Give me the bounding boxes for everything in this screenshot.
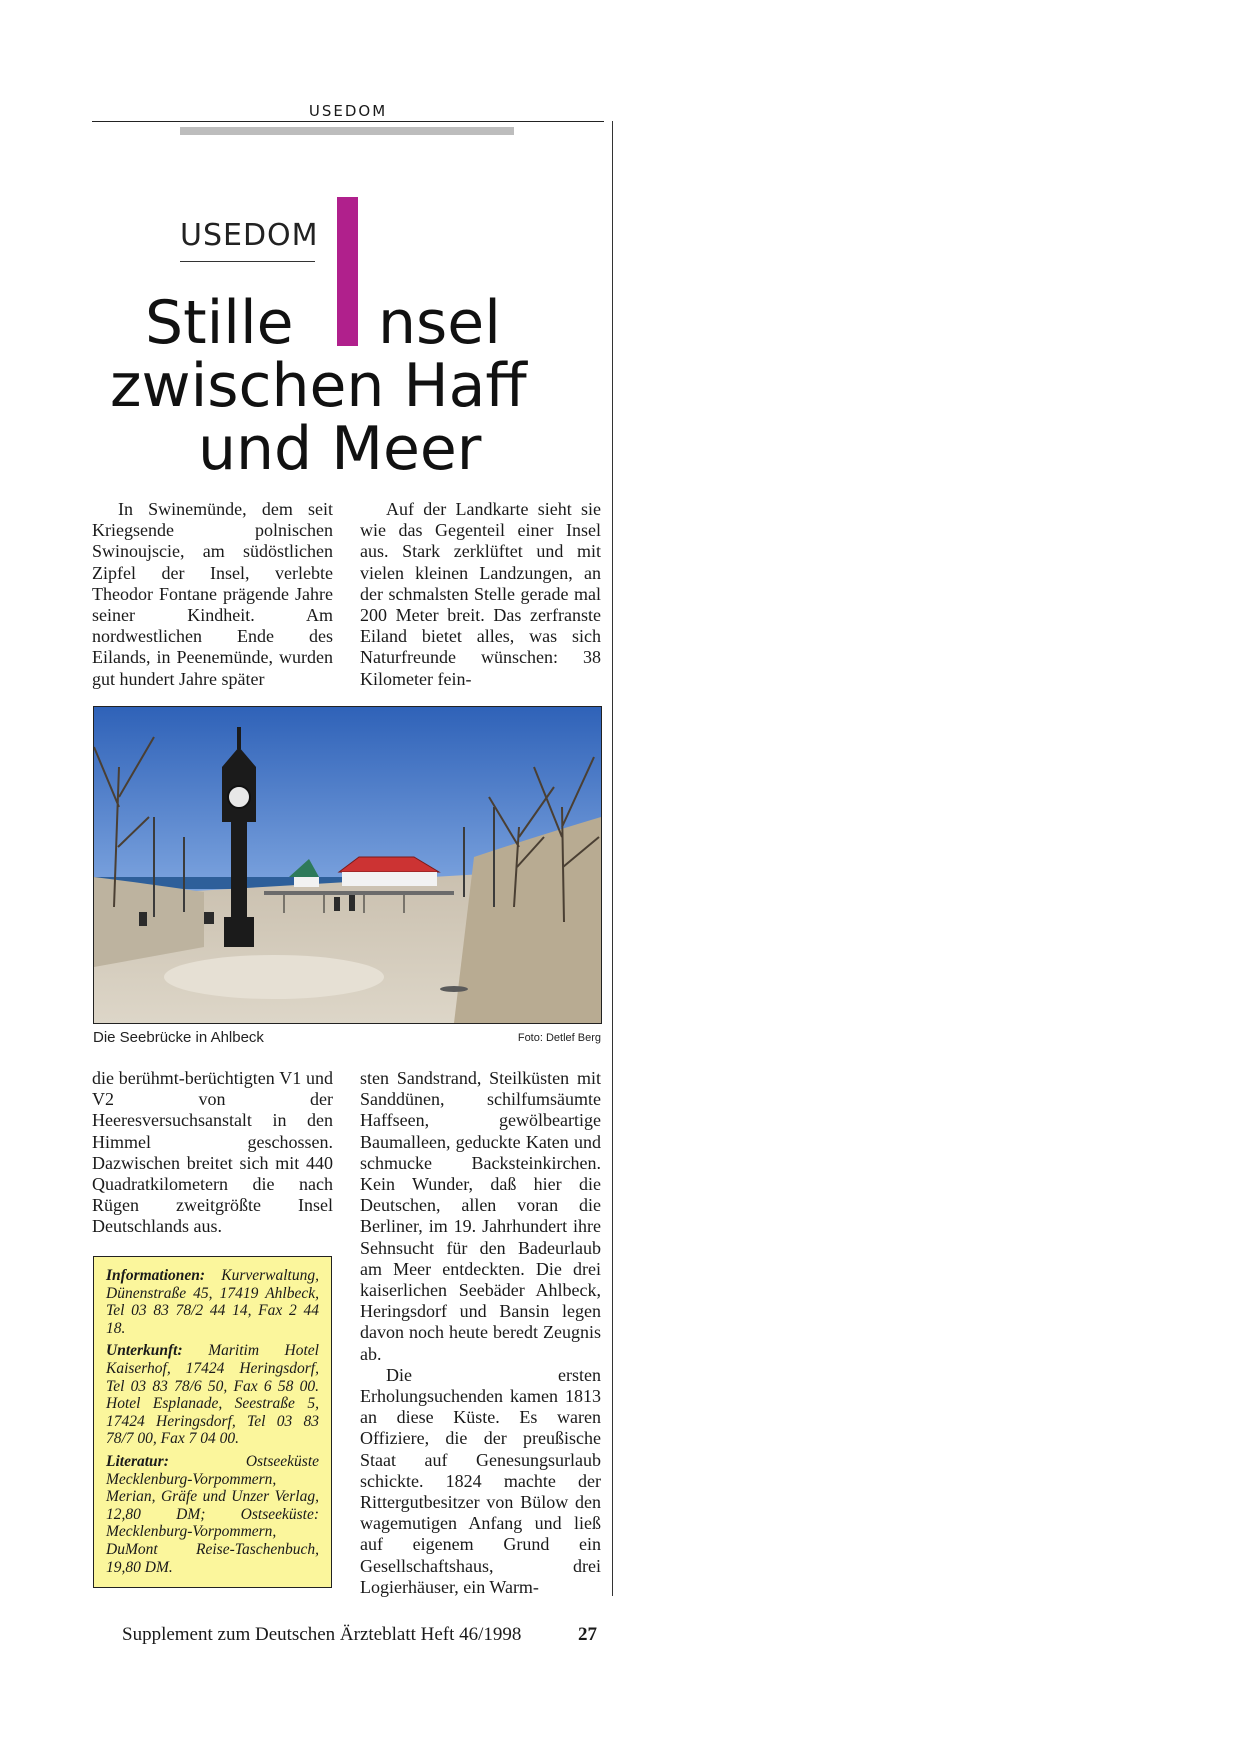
info-label: Informationen: — [106, 1267, 206, 1284]
info-text: Kurverwaltung, Dünenstraße 45, 17419 Ahlbeck, Tel 03 83 78/2 44 14, Fax 2 44 18. — [106, 1267, 319, 1337]
page-number: 27 — [578, 1624, 597, 1645]
body-column-4 — [360, 1068, 601, 1598]
header-gray-bar — [180, 127, 514, 135]
headline-line1-start: Stille — [145, 288, 294, 358]
photo-caption: Die Seebrücke in Ahlbeck — [93, 1029, 264, 1046]
header-rule — [92, 121, 604, 122]
body-column-3 — [92, 1068, 333, 1238]
body-paragraph: sten Sandstrand, Steilküsten mit Sanddünen, schilfumsäumte Haffseen, gewölbeartige Baumalleen, geduckte Katen und schmucke Backsteinkirchen. Kein Wunder, daß hier die Deutschen, allen voran die Berliner, im 19. Jahrhundert ihre Sehnsucht für den Badeurlaub am Meer entdeckten. Die drei kaiserlichen Seebäder Ahlbeck, Heringsdorf und Bansin legen davon noch heute beredt Zeugnis ab. — [360, 1068, 601, 1364]
info-label: Unterkunft: — [106, 1342, 183, 1360]
seebruecke-photo — [93, 706, 602, 1024]
column-divider-rule — [612, 121, 613, 1596]
info-text: Ostseeküste Mecklenburg-Vorpommern, Merian, Gräfe und Unzer Verlag, 12,80 DM; Ostseeküste: Mecklenburg-Vorpommern, DuMont Reise-Taschenbuch, 19,80 DM. — [106, 1452, 319, 1576]
headline-line1-end: nsel — [378, 288, 501, 358]
body-paragraph: In Swinemünde, dem seit Kriegsende polnischen Swinoujscie, am südöstlichen Zipfel der Insel, verlebte Theodor Fontane prägende Jahre seiner Kindheit. Am nordwestlichen Ende des Eilands, in Peenemünde, wurden gut hundert Jahre später — [92, 499, 333, 689]
body-column-2 — [360, 499, 601, 690]
info-box — [93, 1256, 332, 1588]
info-unterkunft — [106, 1342, 319, 1448]
body-paragraph: Auf der Landkarte sieht sie wie das Gegenteil einer Insel aus. Stark zerklüftet und mit vielen kleinen Landzungen, an der schmalsten Stelle gerade mal 200 Meter breit. Das zerfranste Eiland bietet alles, was sich Naturfreunde wünschen: 38 Kilometer fein- — [360, 499, 601, 689]
info-literatur — [106, 1453, 319, 1576]
footer-publication: Supplement zum Deutschen Ärzteblatt Heft 46/1998 — [122, 1624, 522, 1645]
article-kicker: USEDOM — [180, 218, 319, 253]
headline-line3: und Meer — [198, 414, 482, 484]
initial-letter-bar — [337, 197, 358, 346]
body-column-1 — [92, 499, 333, 690]
info-label: Literatur: — [106, 1452, 169, 1470]
headline-line2: zwischen Haff — [110, 351, 527, 421]
info-text: Maritim Hotel Kaiserhof, 17424 Heringsdorf, Tel 03 83 78/6 50, Fax 6 58 00. Hotel Esplanade, Seestraße 5, 17424 Heringsdorf, Tel 03 83 78/7 00, Fax 7 04 00. — [106, 1342, 319, 1448]
kicker-underline — [180, 261, 315, 262]
photo-illustration — [94, 707, 601, 1023]
info-informationen — [106, 1267, 319, 1337]
running-header: USEDOM — [308, 102, 388, 120]
photo-credit: Foto: Detlef Berg — [517, 1032, 601, 1044]
body-paragraph: Die ersten Erholungsuchenden kamen 1813 an diese Küste. Es waren Offiziere, die der preußische Staat auf Genesungsurlaub schickte. 1824 machte der Rittergutbesitzer von Bülow den wagemutigen Anfang und ließ auf eigenem Grund ein Gesellschaftshaus, drei Logierhäuser, ein Warm- — [360, 1364, 601, 1597]
body-paragraph: die berühmt-berüchtigten V1 und V2 von der Heeresversuchsanstalt in den Himmel geschossen. Dazwischen breitet sich mit 440 Quadratkilometern die nach Rügen zweitgrößte Insel Deutschlands aus. — [92, 1068, 333, 1237]
